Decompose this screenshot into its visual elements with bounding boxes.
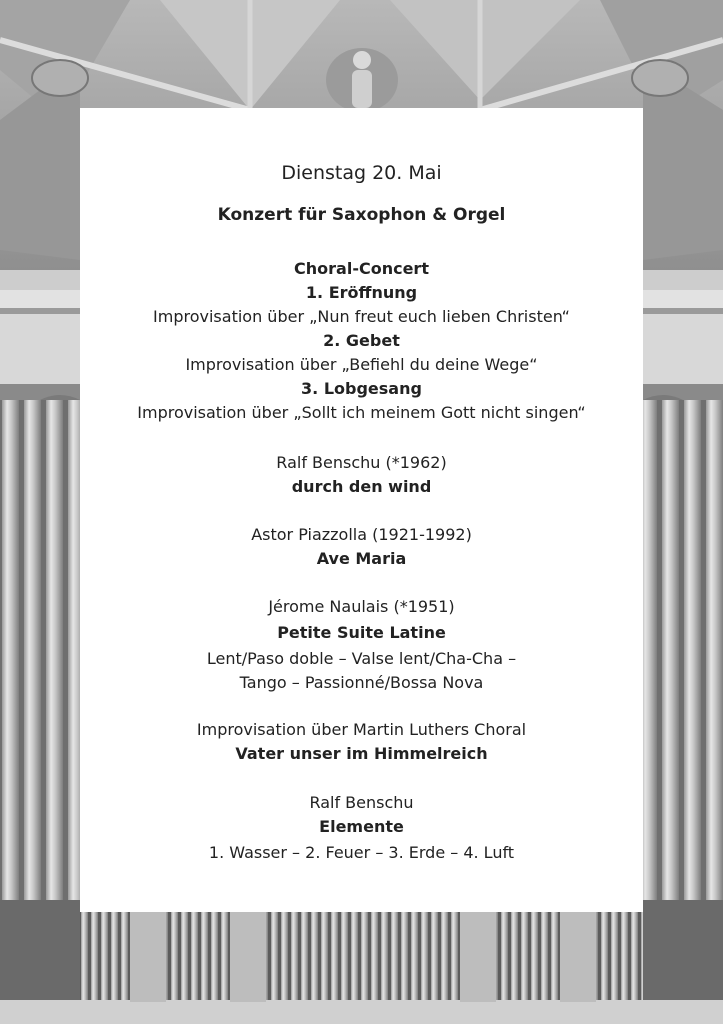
naulais-composer: Jérome Naulais (*1951) [268, 597, 455, 616]
naulais-work: Petite Suite Latine [277, 623, 446, 642]
piazzolla-composer: Astor Piazzolla (1921-1992) [251, 525, 472, 544]
benschu-work: durch den wind [291, 477, 432, 496]
program-card [80, 108, 643, 912]
item2-title: 2. Gebet [323, 331, 400, 350]
elemente-composer: Ralf Benschu [309, 793, 414, 812]
naulais-movements-line1: Lent/Paso doble – Valse lent/Cha-Cha – [206, 649, 517, 668]
elemente-work: Elemente [319, 817, 404, 836]
concert-title: Konzert für Saxophon & Orgel [217, 205, 506, 225]
item3-text: Improvisation über „Sollt ich meinem Gott nicht singen“ [137, 403, 586, 422]
luther-work: Vater unser im Himmelreich [235, 744, 488, 763]
item2-text: Improvisation über „Befiehl du deine Wege“ [185, 355, 538, 374]
item1-title: 1. Eröffnung [305, 283, 418, 302]
choral-heading: Choral-Concert [294, 259, 429, 278]
concert-date: Dienstag 20. Mai [281, 162, 442, 184]
item1-text: Improvisation über „Nun freut euch lieben Christen“ [153, 307, 570, 326]
naulais-movements-line2: Tango – Passionné/Bossa Nova [239, 673, 484, 692]
luther-intro: Improvisation über Martin Luthers Choral [196, 720, 527, 739]
piazzolla-work: Ave Maria [316, 549, 407, 568]
elemente-movements: 1. Wasser – 2. Feuer – 3. Erde – 4. Luft [208, 843, 515, 862]
item3-title: 3. Lobgesang [301, 379, 422, 398]
benschu-composer: Ralf Benschu (*1962) [276, 453, 447, 472]
